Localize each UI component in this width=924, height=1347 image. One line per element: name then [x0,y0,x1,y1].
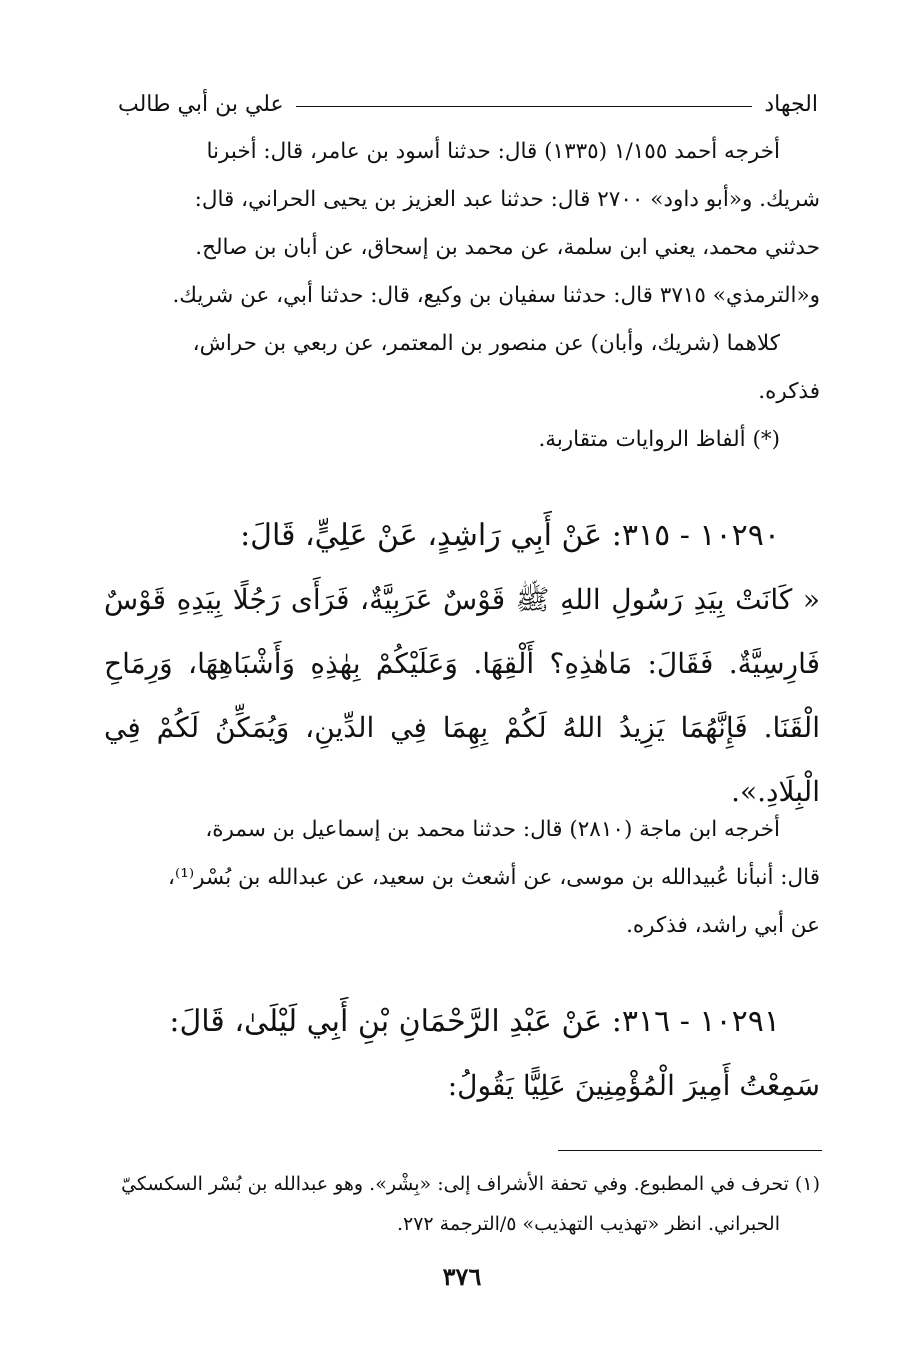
hadith-1-title: ١٠٢٩٠ - ٣١٥: عَنْ أَبِي رَاشِدٍ، عَنْ عَلِيٍّ، قَالَ: [240,518,780,553]
hadith-2-title: ١٠٢٩١ - ٣١٦: عَنْ عَبْدِ الرَّحْمَانِ بْنِ أَبِي لَيْلَىٰ، قَالَ: [169,1004,780,1039]
takhrij-line: حدثني محمد، يعني ابن سلمة، عن محمد بن إسحاق، عن أبان بن صالح. [195,235,820,260]
takhrij-line: شريك. و«أبو داود» ٢٧٠٠ قال: حدثنا عبد العزيز بن يحيى الحراني، قال: [194,187,820,212]
takhrij-line: كلاهما (شريك، وأبان) عن منصور بن المعتمر، عن ربعي بن حراش، [192,331,780,356]
header-section: الجهاد [764,91,818,117]
hadith-1-text: « كَانَتْ بِيَدِ رَسُولِ اللهِ ﷺ قَوْسٌ عَرَبِيَّةٌ، فَرَأَى رَجُلًا بِيَدِهِ قَوْسٌ فَارِسِيَّةٌ. فَقَالَ: مَاهٰذِهِ؟ أَلْقِهَا. وَعَلَيْكُمْ بِهٰذِهِ وَأَشْبَاهِهَا، وَرِمَاحِ الْقَنَا. فَإِنَّهُمَا يَزِيدُ اللهُ لَكُمْ بِهِمَا فِي الدِّينِ، وَيُمَكِّنُ لَكُمْ فِي الْبِلَادِ.». [104,583,820,808]
takhrij-line: و«الترمذي» ٣٧١٥ قال: حدثنا سفيان بن وكيع، قال: حدثنا أبي، عن شريك. [172,283,820,308]
takhrij-block-2 [104,806,820,950]
footnote-line: الحبراني. انظر «تهذيب التهذيب» ٥/الترجمة ٢٧٢. [396,1213,780,1235]
hadith-2-text: سَمِعْتُ أَمِيرَ الْمُؤْمِنِينَ عَلِيًّا يَقُولُ: [447,1069,820,1102]
takhrij-line: أخرجه أحمد ١/١٥٥ (١٣٣٥) قال: حدثنا أسود بن عامر، قال: أخبرنا [206,139,780,164]
takhrij-line: فذكره. [758,379,820,404]
takhrij-block-1 [104,128,820,464]
takhrij-note-line: (*) ألفاظ الروايات متقاربة. [538,427,780,452]
running-header [118,86,818,122]
header-rule [296,106,753,107]
footnote [104,1164,820,1244]
footnote-line: (١) تحرف في المطبوع. وفي تحفة الأشراف إلى: «بِشْر». وهو عبدالله بن بُسْر السكسكيّ [121,1173,820,1195]
hadith-2 [104,990,820,1118]
page-number: ٣٧٦ [442,1262,482,1291]
takhrij-line: عن أبي راشد، فذكره. [626,913,820,938]
header-book-title: علي بن أبي طالب [118,91,284,117]
hadith-1 [104,504,820,824]
footnote-rule [558,1150,822,1151]
takhrij-line: أخرجه ابن ماجة (٢٨١٠) قال: حدثنا محمد بن إسماعيل بن سمرة، [205,817,780,842]
takhrij-line: قال: أنبأنا عُبيدالله بن موسى، عن أشعث بن سعيد، عن عبدالله بن بُسْر⁽¹⁾، [168,865,820,890]
